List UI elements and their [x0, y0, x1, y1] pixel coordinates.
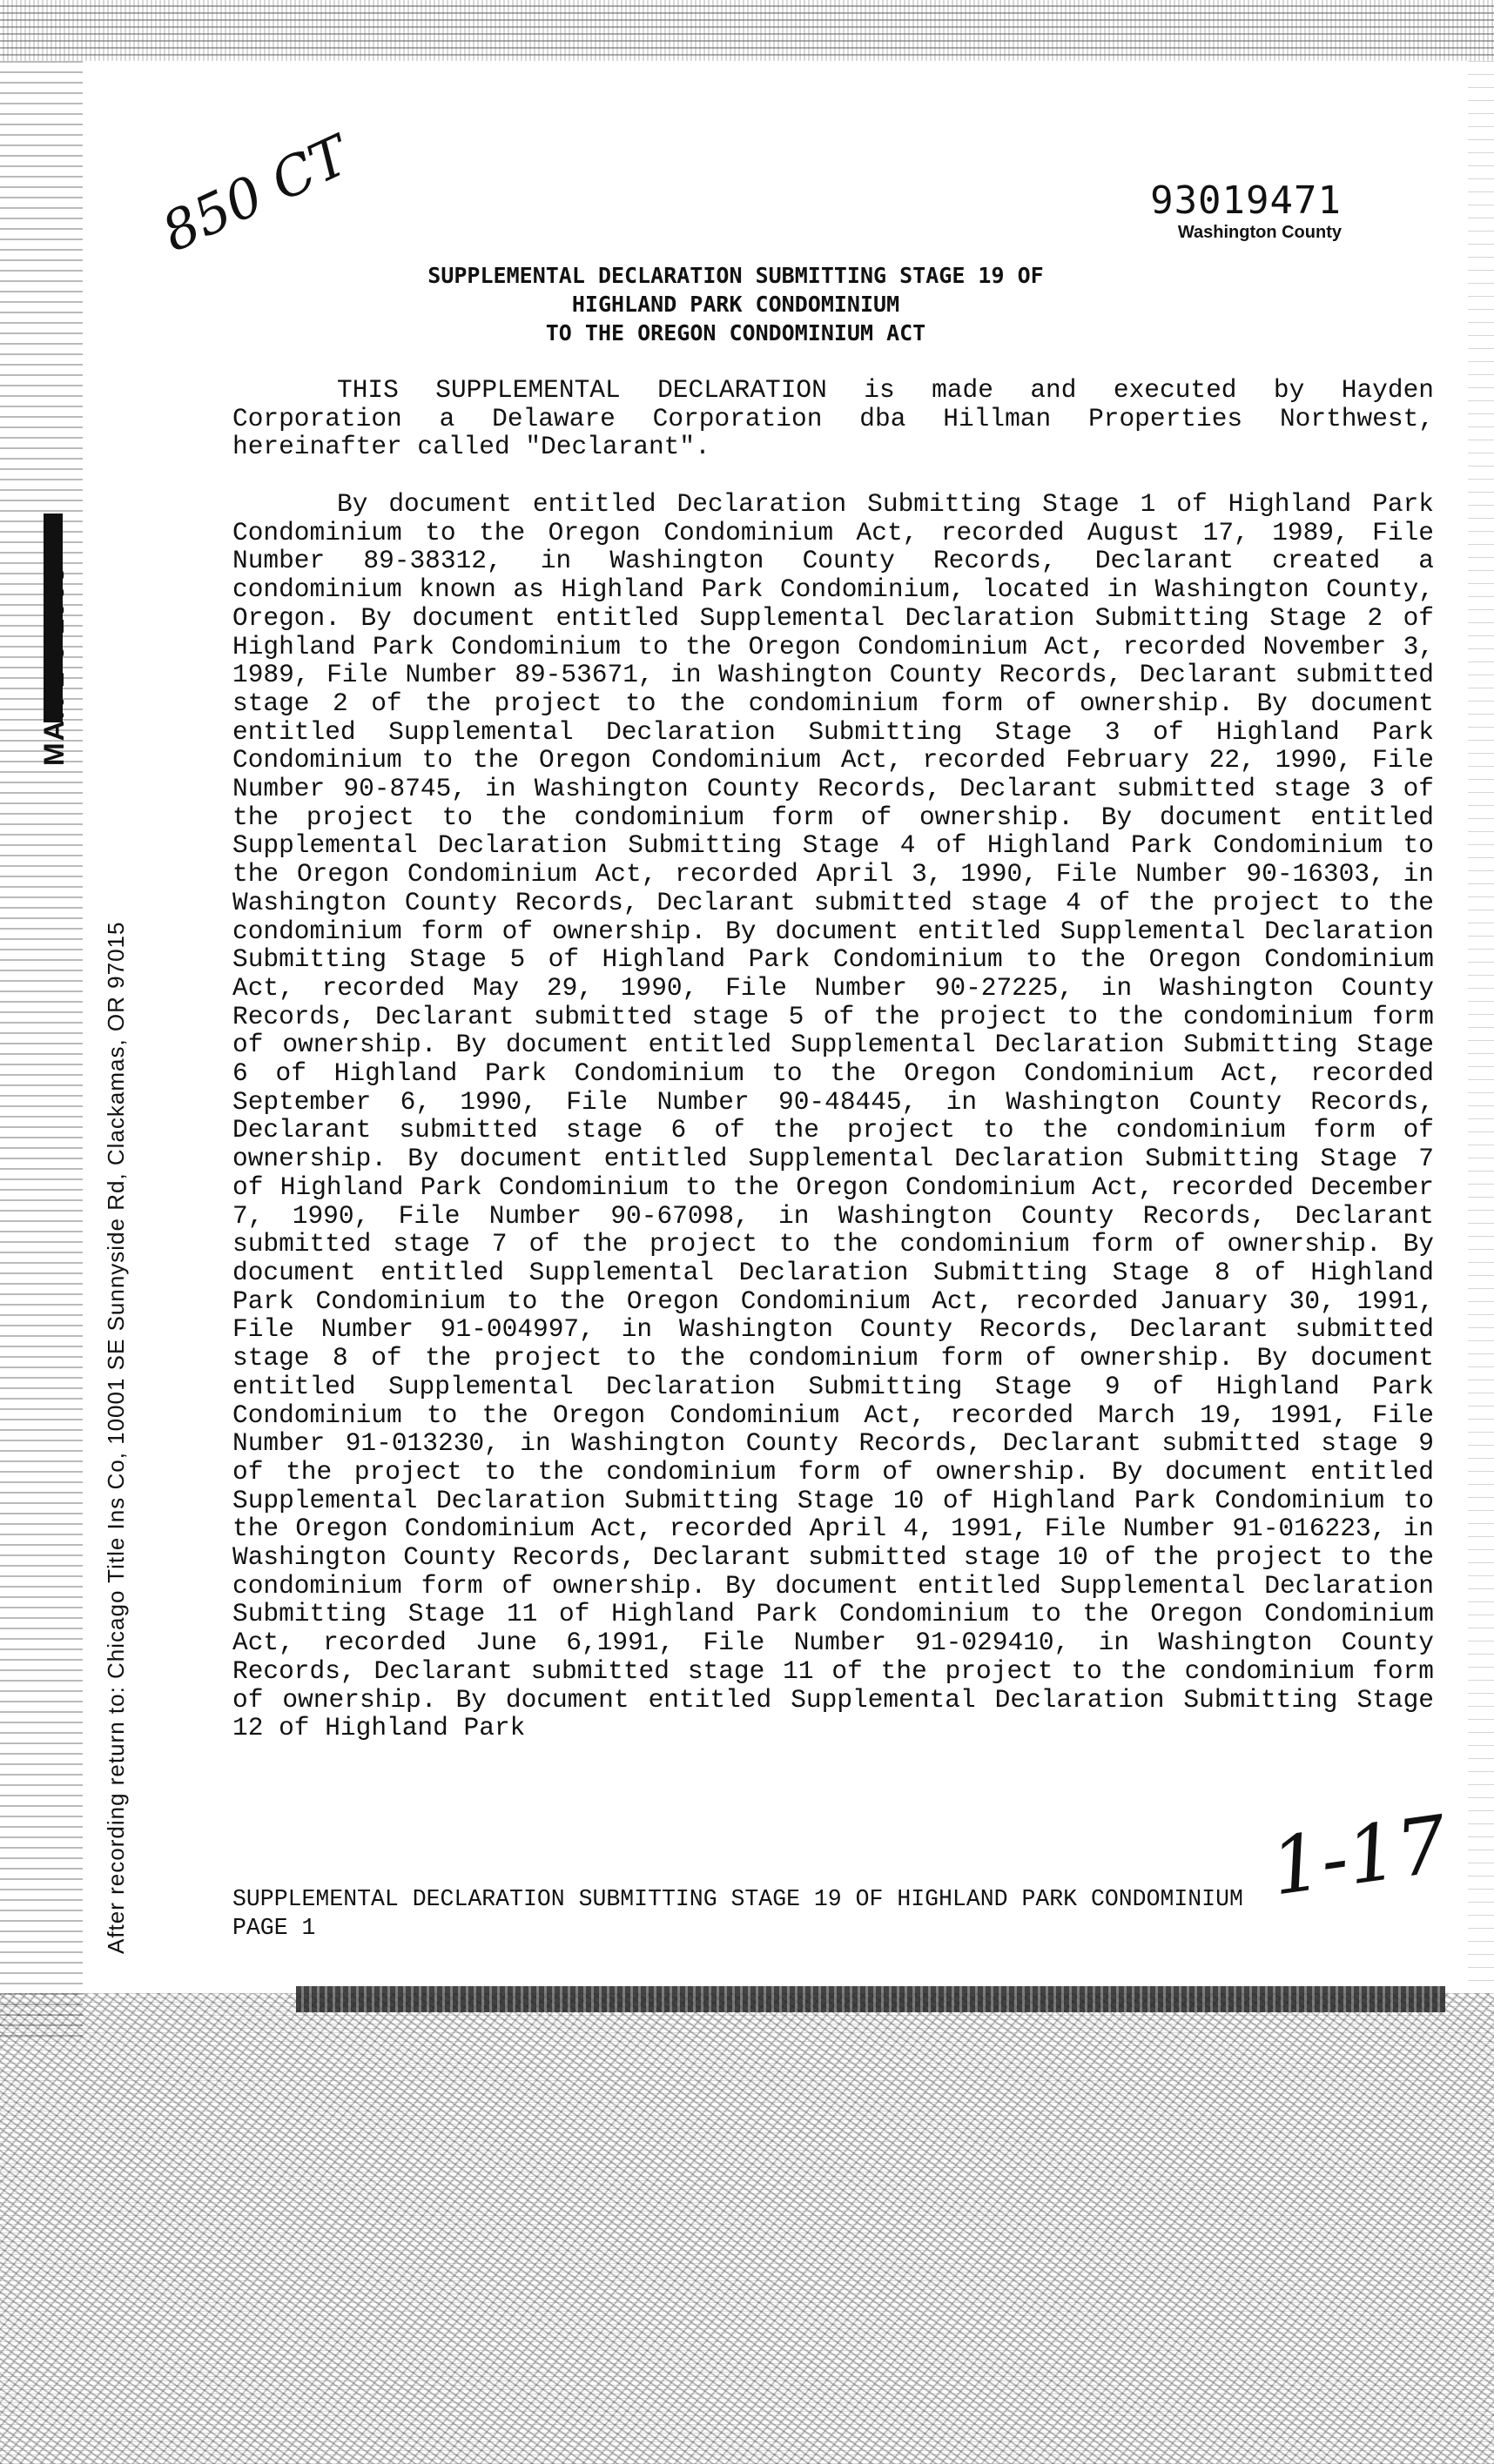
handwritten-page-range: 1-17	[1265, 1798, 1453, 1914]
recording-stamp	[1150, 178, 1342, 243]
scan-noise-top	[0, 0, 1494, 61]
title-line-1: SUPPLEMENTAL DECLARATION SUBMITTING STAGE 19 OF	[427, 263, 1044, 288]
footer-page-number: PAGE 1	[232, 1915, 316, 1941]
scan-noise-bottom	[0, 1993, 1494, 2464]
document-title	[235, 261, 1236, 347]
intro-paragraph: THIS SUPPLEMENTAL DECLARATION is made and executed by Hayden Corporation a Delaware Corporation dba Hillman Properties Northwest, hereinafter called "Declarant".	[232, 375, 1434, 462]
history-paragraph: By document entitled Declaration Submitting Stage 1 of Highland Park Condominium to the Oregon Condominium Act, recorded August 17, 1989, File Number 89-38312, in Washington County Records, Declarant created a condominium known as Highland Park Condominium, located in Washington County, Oregon. By document entitled Supplemental Declaration Submitting Stage 2 of Highland Park Condominium to the Oregon Condominium Act, recorded November 3, 1989, File Number 89-53671, in Washington County Records, Declarant submitted stage 2 of the project to the condominium form of ownership. By document entitled Supplemental Declaration Submitting Stage 3 of Highland Park Condominium to the Oregon Condominium Act, recorded February 22, 1990, File Number 90-8745, in Washington County Records, Declarant submitted stage 3 of the project to the condominium form of ownership. By document entitled Supplemental Declaration Submitting Stage 4 of Highland Park Condominium to the Oregon Condominium Act, recorded April 3, 1990, File Number 90-16303, in Washington County Records, Declarant submitted stage 4 of the project to the condominium form of ownership. By document entitled Supplemental Declaration Submitting Stage 5 of Highland Park Condominium to the Oregon Condominium Act, recorded May 29, 1990, File Number 90-27225, in Washington County Records, Declarant submitted stage 5 of the project to the condominium form of ownership. By document entitled Supplemental Declaration Submitting Stage 6 of Highland Park Condominium to the Oregon Condominium Act, recorded September 6, 1990, File Number 90-48445, in Washington County Records, Declarant submitted stage 6 of the project to the condominium form of ownership. By document entitled Supplemental Declaration Submitting Stage 7 of Highland Park Condominium to the Oregon Condominium Act, recorded December 7, 1990, File Number 90-67098, in Washington County Records, Declarant submitted stage 7 of the project to the condominium form of ownership. By document entitled Supplemental Declaration Submitting Stage 8 of Highland Park Condominium to the Oregon Condominium Act, recorded January 30, 1991, File Number 91-004997, in Washington County Records, Declarant submitted stage 8 of the project to the condominium form of ownership. By document entitled Supplemental Declaration Submitting Stage 9 of Highland Park Condominium to the Oregon Condominium Act, recorded March 19, 1991, File Number 91-013230, in Washington County Records, Declarant submitted stage 9 of the project to the condominium form of ownership. By document entitled Supplemental Declaration Submitting Stage 10 of Highland Park Condominium to the Oregon Condominium Act, recorded April 4, 1991, File Number 91-016223, in Washington County Records, Declarant submitted stage 10 of the project to the condominium form of ownership. By document entitled Supplemental Declaration Submitting Stage 11 of Highland Park Condominium to the Oregon Condominium Act, recorded June 6,1991, File Number 91-029410, in Washington County Records, Declarant submitted stage 11 of the project to the condominium form of ownership. By document entitled Supplemental Declaration Submitting Stage 12 of Highland Park	[232, 489, 1434, 1743]
scan-noise-left	[0, 61, 83, 2045]
handwritten-mark: 850 CT	[152, 123, 359, 265]
title-line-3: TO THE OREGON CONDOMINIUM ACT	[545, 320, 926, 346]
title-line-2: HIGHLAND PARK CONDOMINIUM	[571, 292, 900, 317]
footer-title: SUPPLEMENTAL DECLARATION SUBMITTING STAGE 19 OF HIGHLAND PARK CONDOMINIUM	[232, 1886, 1243, 1912]
return-address-note: After recording return to: Chicago Title Ins Co, 10001 SE Sunnyside Rd, Clackamas, OR 97015	[103, 921, 129, 1954]
page-footer	[232, 1885, 1451, 1943]
recording-county: Washington County	[1177, 223, 1342, 242]
date-stamp: MAR 1 6 1993	[38, 565, 70, 766]
scan-noise-right	[1468, 61, 1494, 1993]
recording-number: 93019471	[1150, 178, 1342, 223]
scan-noise-bottom-bar	[296, 1986, 1445, 2012]
